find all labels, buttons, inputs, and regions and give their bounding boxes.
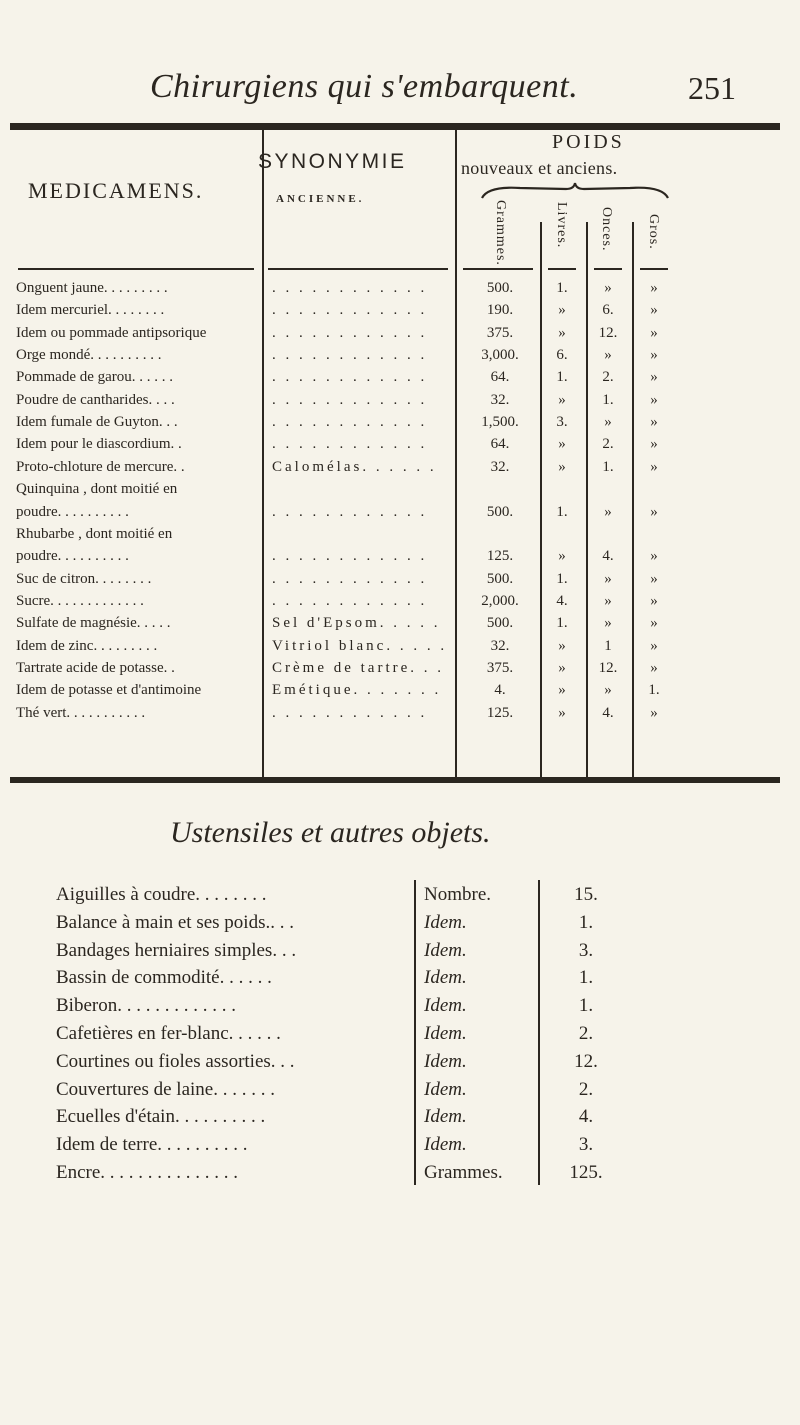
synonym-cell: . . . . . . . . . . . . [272,324,428,341]
header-rule [640,268,668,270]
table-row [0,325,800,345]
header-livres: Livres. [554,202,569,249]
gros-cell: » [650,637,658,654]
livres-cell: » [558,324,566,341]
medicament-name: Idem mercuriel. . . . . . . . [16,302,165,319]
synonym-cell: . . . . . . . . . . . . [272,436,428,453]
grammes-cell: 32. [490,391,510,408]
list-item [0,1079,800,1103]
livres-cell: 6. [556,347,568,364]
item-unit: Grammes. [424,1162,503,1183]
item-quantity: 2. [578,1023,594,1044]
item-unit: Idem. [424,911,467,933]
onces-cell: » [604,570,612,587]
list-item [0,1106,800,1130]
item-unit: Nombre. [424,884,492,905]
header-rule [594,268,622,270]
gros-cell: » [650,369,658,386]
item-quantity: 12. [574,1050,598,1072]
table-row [0,459,800,479]
gros-cell: » [650,503,658,520]
item-unit: Idem. [424,1078,467,1100]
item-quantity: 3. [578,939,594,961]
synonym-cell: . . . . . . . . . . . . [272,369,428,386]
livres-cell: » [558,436,566,453]
grammes-cell: 64. [490,369,510,386]
table-row [0,638,800,658]
onces-cell: » [604,280,612,296]
grammes-cell: 64. [490,436,510,453]
onces-cell: 12. [598,659,618,676]
onces-cell: 2. [602,369,614,386]
onces-cell: » [604,414,612,431]
medicament-name: poudre. . . . . . . . . . [16,503,129,520]
livres-cell: » [558,704,566,721]
header-nouveaux: nouveaux et anciens. [461,158,618,178]
header-rule [463,268,533,270]
header-synonymie: SYNONYMIE [258,150,407,173]
livres-cell: » [558,391,566,408]
table-row [0,414,800,434]
grammes-cell: 500. [486,570,514,587]
grammes-cell: 32. [490,458,510,475]
table-row [0,526,800,546]
item-name: Balance à main et ses poids.. . . [56,911,294,933]
synonym-cell: Emétique. . . . . . . [272,682,442,699]
gros-cell: » [650,391,658,408]
running-head [0,68,800,112]
livres-cell: » [558,302,566,319]
item-name: Bandages herniaires simples. . . [56,939,297,961]
onces-cell: 1. [602,391,614,408]
onces-cell: » [604,615,612,632]
grammes-cell: 1,500. [481,414,519,431]
item-quantity: 1. [578,995,594,1017]
medicament-name: Sucre. . . . . . . . . . . . . [16,592,144,609]
table-row [0,705,800,725]
gros-cell: » [650,659,658,676]
onces-cell: 4. [602,548,614,565]
synonym-cell: Crème de tartre. . . [272,659,445,676]
livres-cell: 3. [556,414,568,431]
grammes-cell: 3,000. [481,347,519,364]
item-name: Bassin de commodité. . . . . . [56,967,272,989]
item-name: Couvertures de laine. . . . . . . [56,1078,275,1100]
table-row [0,571,800,591]
synonym-cell: . . . . . . . . . . . . [272,391,428,408]
medicament-name: Rhubarbe , dont moitié en [16,525,173,542]
header-ancienne: ANCIENNE. [276,193,365,205]
gros-cell: 1. [648,682,660,699]
synonym-cell: Calomélas. . . . . . [272,458,437,475]
gros-cell: » [650,347,658,364]
synonym-cell: Vitriol blanc. . . . . [272,637,448,654]
list-item [0,1023,800,1047]
medicament-name: poudre. . . . . . . . . . [16,548,129,565]
table-row [0,481,800,501]
livres-cell: 4. [556,592,568,609]
gros-cell: » [650,548,658,565]
medicament-name: Idem ou pommade antipsorique [16,324,207,341]
medicament-name: Pommade de garou. . . . . . [16,369,174,386]
header-gros: Gros. [646,214,661,250]
item-unit: Idem. [424,1050,467,1072]
grammes-cell: 2,000. [481,592,519,609]
grammes-cell: 4. [494,682,506,699]
item-name: Courtines ou fioles assorties. . . [56,1050,295,1072]
grammes-cell: 375. [486,324,514,341]
livres-cell: 1. [556,503,568,520]
table-row [0,436,800,456]
gros-cell: » [650,414,658,431]
page-number: 251 [688,70,736,106]
medicament-name: Idem fumale de Guyton. . . [16,414,178,431]
synonym-cell: . . . . . . . . . . . . [272,704,428,721]
gros-cell: » [650,302,658,319]
table-row [0,369,800,389]
header-grammes: Grammes. [493,200,508,266]
synonym-cell: Sel d'Epsom. . . . . [272,615,441,632]
item-unit: Idem. [424,1134,467,1156]
item-name: Ecuelles d'étain. . . . . . . . . . [56,1106,266,1128]
item-quantity: 2. [578,1078,594,1100]
onces-cell: » [604,347,612,364]
grammes-cell: 500. [486,615,514,632]
table-row [0,682,800,702]
grammes-cell: 375. [486,659,514,676]
gros-cell: » [650,458,658,475]
medicament-name: Quinquina , dont moitié en [16,481,178,498]
item-name: Cafetières en fer-blanc. . . . . . [56,1023,281,1044]
livres-cell: » [558,458,566,475]
gros-cell: » [650,324,658,341]
synonym-cell: . . . . . . . . . . . . [272,592,428,609]
item-quantity: 125. [569,1162,603,1183]
onces-cell: 6. [602,302,614,319]
livres-cell: » [558,637,566,654]
gros-cell: » [650,592,658,609]
medicament-name: Idem de potasse et d'antimoine [16,682,202,699]
list-item [0,912,800,936]
item-quantity: 15. [574,884,598,905]
medicament-name: Suc de citron. . . . . . . . [16,570,152,587]
medicament-name: Onguent jaune. . . . . . . . . [16,280,168,296]
table-row [0,347,800,367]
onces-cell: 12. [598,324,618,341]
item-unit: Idem. [424,939,467,961]
synonym-cell: . . . . . . . . . . . . [272,548,428,565]
grammes-cell: 500. [486,503,514,520]
header-rule [18,268,254,270]
list-item [0,940,800,964]
table-row [0,280,800,300]
medicament-name: Idem de zinc. . . . . . . . . [16,637,158,654]
livres-cell: 1. [556,369,568,386]
item-quantity: 4. [578,1106,594,1128]
livres-cell: 1. [556,615,568,632]
item-name: Idem de terre. . . . . . . . . . [56,1134,248,1156]
onces-cell: 1 [604,637,612,654]
item-name: Aiguilles à coudre. . . . . . . . [56,884,267,905]
synonym-cell: . . . . . . . . . . . . [272,302,428,319]
item-name: Biberon. . . . . . . . . . . . . [56,995,236,1017]
onces-cell: 4. [602,704,614,721]
grammes-cell: 125. [486,548,514,565]
livres-cell: » [558,548,566,565]
item-quantity: 1. [578,967,594,989]
livres-cell: » [558,682,566,699]
header-poids: POIDS [552,131,625,153]
gros-cell: » [650,570,658,587]
medicament-name: Tartrate acide de potasse. . [16,659,175,676]
list-item [0,967,800,991]
list-item [0,884,800,908]
item-unit: Idem. [424,1023,467,1044]
brace-icon [480,182,670,202]
onces-cell: » [604,503,612,520]
running-head-title: Chirurgiens qui s'embarquent. [150,68,579,105]
synonym-cell: . . . . . . . . . . . . [272,414,428,431]
onces-cell: » [604,682,612,699]
list-item [0,1162,800,1186]
list-item [0,1134,800,1158]
synonym-cell: . . . . . . . . . . . . [272,280,428,296]
item-quantity: 3. [578,1134,594,1156]
medicament-name: Idem pour le diascordium. . [16,436,182,453]
item-quantity: 1. [578,911,594,933]
table-row [0,615,800,635]
header-onces: Onces. [599,207,614,252]
onces-cell: » [604,592,612,609]
item-name: Encre. . . . . . . . . . . . . . . [56,1162,239,1183]
table-row [0,504,800,524]
table-row [0,392,800,412]
gros-cell: » [650,615,658,632]
list-item [0,995,800,1019]
grammes-cell: 125. [486,704,514,721]
table-row [0,660,800,680]
medicament-name: Poudre de cantharides. . . . [16,391,175,408]
medicament-name: Thé vert. . . . . . . . . . . [16,704,146,721]
medicament-name: Sulfate de magnésie. . . . . [16,615,171,632]
grammes-cell: 32. [490,637,510,654]
livres-cell: 1. [556,570,568,587]
gros-cell: » [650,280,658,296]
item-unit: Idem. [424,967,467,989]
table-row [0,548,800,568]
header-rule [548,268,576,270]
onces-cell: 2. [602,436,614,453]
gros-cell: » [650,436,658,453]
header-medicaments: MEDICAMENS. [28,178,204,203]
synonym-cell: . . . . . . . . . . . . [272,503,428,520]
livres-cell: » [558,659,566,676]
synonym-cell: . . . . . . . . . . . . [272,347,428,364]
header-rule [268,268,448,270]
item-unit: Idem. [424,995,467,1017]
grammes-cell: 500. [486,280,514,296]
livres-cell: 1. [556,280,568,296]
table-row [0,302,800,322]
grammes-cell: 190. [486,302,514,319]
onces-cell: 1. [602,458,614,475]
item-unit: Idem. [424,1106,467,1128]
gros-cell: » [650,704,658,721]
medicament-name: Orge mondé. . . . . . . . . . [16,347,162,364]
synonym-cell: . . . . . . . . . . . . [272,570,428,587]
ustensiles-title: Ustensiles et autres objets. [170,816,491,849]
list-item [0,1051,800,1075]
medicament-name: Proto-chloture de mercure. . [16,458,185,475]
table-row [0,593,800,613]
